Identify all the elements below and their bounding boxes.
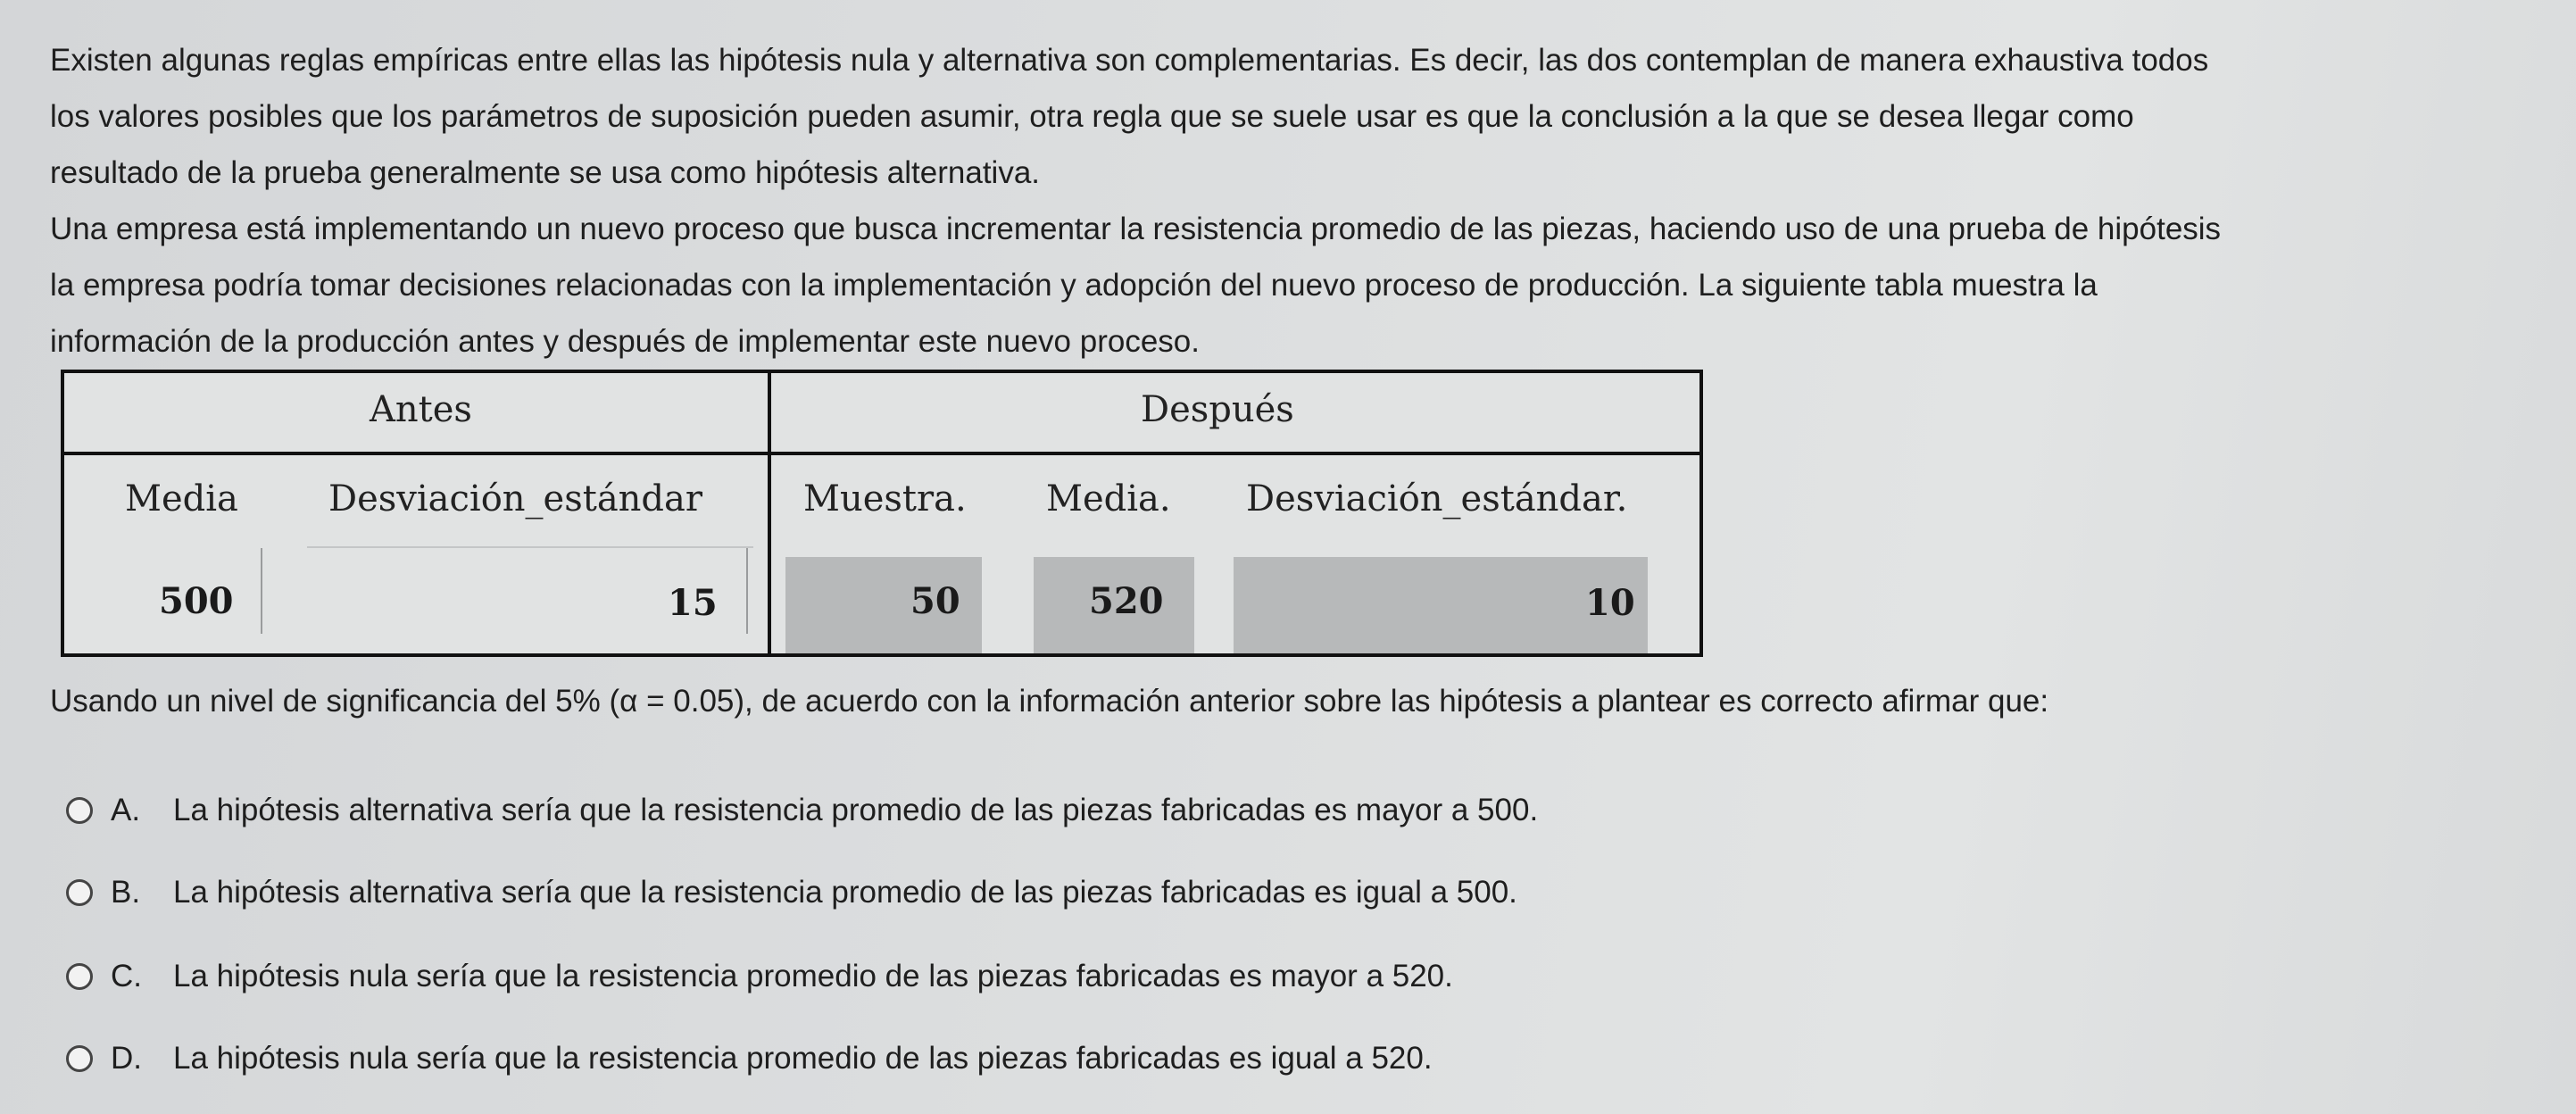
table-divider-vertical [768,373,771,653]
cell-separator [261,548,262,634]
intro-line: la empresa podría tomar decisiones relacionadas con la implementación y adopción del nuevo proceso de producción. La siguiente tabla muestra la [50,268,2098,303]
col-desviacion-before: Desviación_estándar [328,478,703,520]
col-muestra-after: Muestra. [803,478,967,520]
production-table [61,370,1703,657]
question-text: Usando un nivel de significancia del 5% (α = 0.05), de acuerdo con la información anterior sobre las hipótesis a plantear es correcto afirmar que: [50,684,2049,719]
option-text: La hipótesis alternativa sería que la resistencia promedio de las piezas fabricadas es igual a 500. [173,875,1517,910]
intro-line: los valores posibles que los parámetros de suposición pueden asumir, otra regla que se suele usar es que la conclusión a la que se desea llegar como [50,99,2134,134]
option-letter: B. [111,875,141,910]
cell-separator [307,546,753,548]
option-c[interactable] [66,959,1453,994]
value-muestra-after: 50 [910,580,960,622]
intro-line: resultado de la prueba generalmente se usa como hipótesis alternativa. [50,155,1041,190]
value-media-before: 500 [159,580,234,622]
option-text: La hipótesis nula sería que la resistencia promedio de las piezas fabricadas es igual a 520. [173,1041,1433,1076]
option-d[interactable] [66,1041,1433,1077]
option-a[interactable] [66,793,1538,828]
intro-line: Una empresa está implementando un nuevo proceso que busca incrementar la resistencia promedio de las piezas, haciendo uso de una prueba de hipótesis [50,212,2222,246]
col-media-before: Media [125,478,238,520]
header-after: Después [1141,389,1294,430]
table-divider-horizontal [64,452,1699,455]
intro-line: Existen algunas reglas empíricas entre ellas las hipótesis nula y alternativa son complementarias. Es decir, las dos contemplan de manera exhaustiva todos [50,43,2209,78]
radio-a[interactable] [66,797,93,824]
option-b[interactable] [66,875,1517,910]
radio-b[interactable] [66,879,93,906]
value-desviacion-after: 10 [1585,582,1635,624]
value-media-after: 520 [1089,580,1164,622]
header-before: Antes [370,389,472,430]
option-text: La hipótesis alternativa sería que la resistencia promedio de las piezas fabricadas es mayor a 500. [173,793,1539,827]
col-media-after: Media. [1046,478,1171,520]
radio-d[interactable] [66,1045,93,1072]
option-text: La hipótesis nula sería que la resistencia promedio de las piezas fabricadas es mayor a 520. [173,959,1453,993]
option-letter: A. [111,793,141,827]
radio-c[interactable] [66,963,93,990]
option-letter: C. [111,959,142,993]
cell-separator [746,548,748,634]
intro-text [50,32,2549,370]
option-letter: D. [111,1041,142,1076]
value-desviacion-before: 15 [668,582,718,624]
intro-line: información de la producción antes y después de implementar este nuevo proceso. [50,324,1200,359]
col-desviacion-after: Desviación_estándar. [1246,478,1628,520]
